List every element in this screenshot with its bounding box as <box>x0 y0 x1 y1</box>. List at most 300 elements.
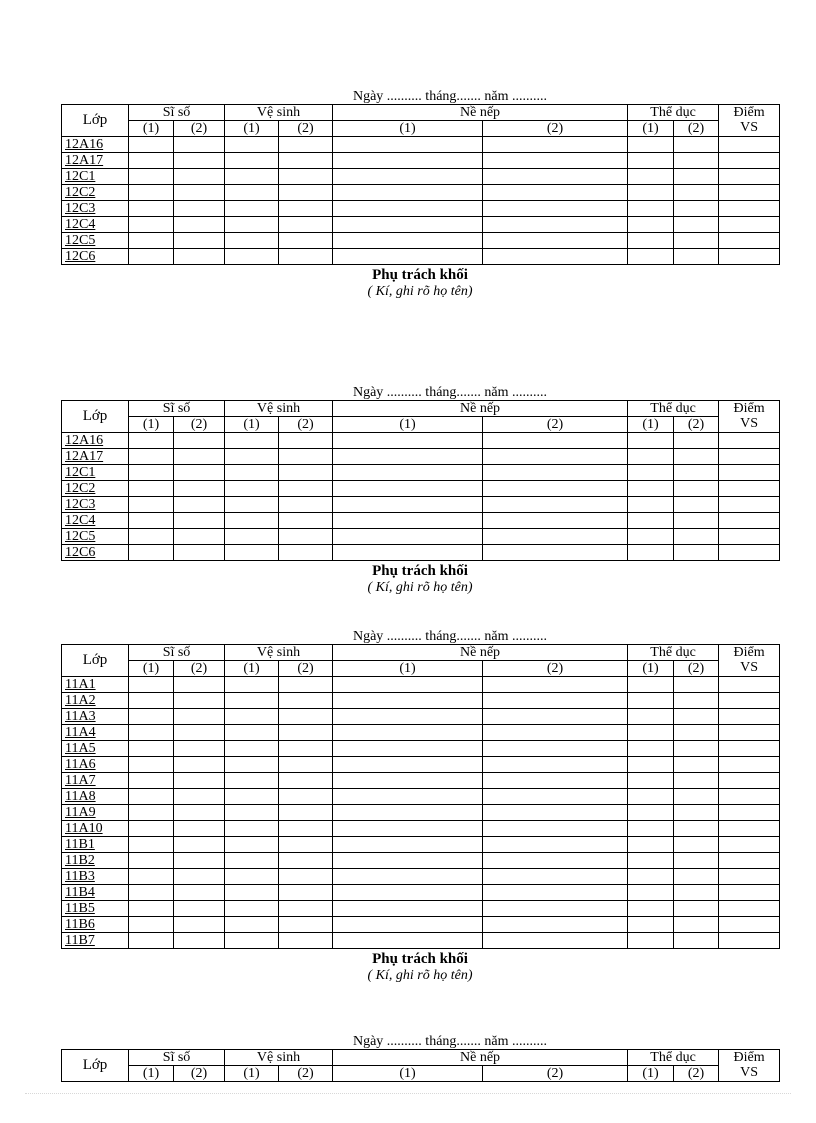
score-cell <box>333 217 483 233</box>
header-vs: VS <box>740 1064 758 1080</box>
score-cell <box>483 513 628 529</box>
score-cell <box>225 249 279 265</box>
sub-header-2: (2) <box>674 121 719 137</box>
score-cell <box>719 433 780 449</box>
score-cell <box>279 709 333 725</box>
score-cell <box>483 481 628 497</box>
table-row <box>62 869 780 885</box>
class-table <box>61 400 780 561</box>
score-cell <box>333 869 483 885</box>
score-cell <box>628 449 674 465</box>
class-name-cell: 12C3 <box>62 497 129 513</box>
score-cell <box>628 137 674 153</box>
score-cell <box>719 853 780 869</box>
score-cell <box>483 465 628 481</box>
table-row <box>62 933 780 949</box>
score-cell <box>628 497 674 513</box>
score-cell <box>279 869 333 885</box>
class-name-cell: 11A6 <box>62 757 129 773</box>
score-cell <box>129 837 174 853</box>
score-cell <box>225 497 279 513</box>
header-vs: VS <box>740 415 758 431</box>
score-cell <box>279 853 333 869</box>
score-cell <box>174 757 225 773</box>
header-row-sub <box>62 121 780 137</box>
score-cell <box>174 853 225 869</box>
score-cell <box>719 169 780 185</box>
score-cell <box>279 805 333 821</box>
score-cell <box>333 233 483 249</box>
score-cell <box>674 821 719 837</box>
score-cell <box>279 773 333 789</box>
score-cell <box>719 757 780 773</box>
score-cell <box>628 789 674 805</box>
sub-header-1: (1) <box>225 417 279 433</box>
class-name-cell: 12C4 <box>62 513 129 529</box>
class-name-cell: 11B4 <box>62 885 129 901</box>
signature-block <box>61 267 779 300</box>
score-cell <box>628 677 674 693</box>
score-cell <box>279 837 333 853</box>
score-cell <box>483 933 628 949</box>
score-cell <box>628 757 674 773</box>
score-cell <box>129 233 174 249</box>
sub-header-2: (2) <box>483 1066 628 1082</box>
class-name-cell: 12C6 <box>62 545 129 561</box>
table-row <box>62 853 780 869</box>
sub-header-1: (1) <box>225 661 279 677</box>
header-diem-vs <box>719 645 780 677</box>
score-cell <box>129 741 174 757</box>
score-cell <box>333 137 483 153</box>
score-cell <box>279 513 333 529</box>
score-cell <box>174 933 225 949</box>
score-cell <box>483 233 628 249</box>
score-cell <box>279 933 333 949</box>
score-cell <box>129 513 174 529</box>
date-line: Ngày .......... tháng....... năm .......... <box>352 1034 548 1049</box>
sub-header-2: (2) <box>483 661 628 677</box>
score-cell <box>674 709 719 725</box>
score-cell <box>129 917 174 933</box>
sub-header-2: (2) <box>674 417 719 433</box>
score-cell <box>225 529 279 545</box>
class-name-cell: 12C2 <box>62 185 129 201</box>
score-cell <box>279 137 333 153</box>
table-row <box>62 741 780 757</box>
header-lop: Lớp <box>62 1050 129 1082</box>
score-cell <box>674 465 719 481</box>
signature-title: Phụ trách khối <box>372 267 468 283</box>
table-row <box>62 433 780 449</box>
table-row <box>62 757 780 773</box>
score-cell <box>174 917 225 933</box>
score-cell <box>225 677 279 693</box>
score-cell <box>674 741 719 757</box>
table-row <box>62 497 780 513</box>
score-cell <box>333 725 483 741</box>
score-cell <box>225 481 279 497</box>
score-cell <box>719 789 780 805</box>
score-cell <box>719 677 780 693</box>
score-cell <box>225 137 279 153</box>
score-cell <box>279 901 333 917</box>
score-cell <box>129 901 174 917</box>
score-cell <box>628 185 674 201</box>
header-the-duc: Thể dục <box>628 1050 719 1066</box>
score-cell <box>129 137 174 153</box>
score-cell <box>174 169 225 185</box>
score-cell <box>483 529 628 545</box>
score-cell <box>674 773 719 789</box>
score-cell <box>483 853 628 869</box>
score-cell <box>225 773 279 789</box>
score-cell <box>129 249 174 265</box>
score-cell <box>174 153 225 169</box>
score-cell <box>174 725 225 741</box>
score-cell <box>719 497 780 513</box>
class-name-cell: 12C4 <box>62 217 129 233</box>
score-cell <box>333 545 483 561</box>
header-ne-nep: Nề nếp <box>333 401 628 417</box>
score-cell <box>333 741 483 757</box>
header-ve-sinh: Vệ sinh <box>225 105 333 121</box>
header-row-main <box>62 401 780 417</box>
class-name-cell: 11B2 <box>62 853 129 869</box>
score-cell <box>174 773 225 789</box>
signature-block <box>61 563 779 596</box>
sub-header-1: (1) <box>225 1066 279 1082</box>
class-name-cell: 12A16 <box>62 433 129 449</box>
score-cell <box>225 217 279 233</box>
class-name-cell: 12C5 <box>62 529 129 545</box>
score-cell <box>279 433 333 449</box>
header-si-so: Sĩ số <box>129 1050 225 1066</box>
score-cell <box>279 693 333 709</box>
attendance-form-partial <box>61 1034 779 1082</box>
score-cell <box>674 481 719 497</box>
sub-header-1: (1) <box>129 1066 174 1082</box>
score-cell <box>225 709 279 725</box>
score-cell <box>129 821 174 837</box>
table-row <box>62 677 780 693</box>
score-cell <box>333 449 483 465</box>
score-cell <box>333 789 483 805</box>
score-cell <box>483 821 628 837</box>
score-cell <box>719 249 780 265</box>
score-cell <box>483 901 628 917</box>
sub-header-1: (1) <box>129 417 174 433</box>
attendance-form-12-second <box>61 385 779 596</box>
score-cell <box>129 545 174 561</box>
score-cell <box>483 725 628 741</box>
score-cell <box>174 677 225 693</box>
score-cell <box>129 217 174 233</box>
score-cell <box>174 805 225 821</box>
score-cell <box>174 869 225 885</box>
score-cell <box>225 741 279 757</box>
score-cell <box>628 465 674 481</box>
score-cell <box>628 233 674 249</box>
score-cell <box>225 885 279 901</box>
class-name-cell: 11A8 <box>62 789 129 805</box>
table-row <box>62 805 780 821</box>
score-cell <box>174 185 225 201</box>
score-cell <box>279 449 333 465</box>
sub-header-2: (2) <box>174 121 225 137</box>
score-cell <box>483 545 628 561</box>
score-cell <box>674 153 719 169</box>
score-cell <box>719 185 780 201</box>
score-cell <box>174 201 225 217</box>
score-cell <box>483 249 628 265</box>
class-name-cell: 11B1 <box>62 837 129 853</box>
score-cell <box>174 249 225 265</box>
score-cell <box>333 513 483 529</box>
table-row <box>62 249 780 265</box>
table-row <box>62 773 780 789</box>
score-cell <box>628 217 674 233</box>
class-name-cell: 11A10 <box>62 821 129 837</box>
page-footer-divider <box>25 1093 791 1094</box>
score-cell <box>225 169 279 185</box>
score-cell <box>333 693 483 709</box>
table-row <box>62 513 780 529</box>
score-cell <box>628 725 674 741</box>
score-cell <box>129 885 174 901</box>
score-cell <box>174 449 225 465</box>
score-cell <box>174 465 225 481</box>
sub-header-2: (2) <box>483 121 628 137</box>
score-cell <box>279 917 333 933</box>
table-row <box>62 837 780 853</box>
score-cell <box>279 789 333 805</box>
score-cell <box>719 233 780 249</box>
score-cell <box>333 837 483 853</box>
score-cell <box>279 757 333 773</box>
score-cell <box>674 677 719 693</box>
score-cell <box>129 773 174 789</box>
score-cell <box>333 821 483 837</box>
header-row-sub <box>62 661 780 677</box>
class-name-cell: 12A17 <box>62 449 129 465</box>
table-row <box>62 465 780 481</box>
score-cell <box>719 153 780 169</box>
sub-header-1: (1) <box>129 121 174 137</box>
sub-header-2: (2) <box>174 417 225 433</box>
score-cell <box>279 169 333 185</box>
header-diem: Điểm <box>733 644 765 660</box>
score-cell <box>483 677 628 693</box>
header-ne-nep: Nề nếp <box>333 645 628 661</box>
class-name-cell: 11B6 <box>62 917 129 933</box>
score-cell <box>628 201 674 217</box>
score-cell <box>129 497 174 513</box>
class-name-cell: 11B5 <box>62 901 129 917</box>
score-cell <box>628 885 674 901</box>
score-cell <box>129 869 174 885</box>
score-cell <box>628 433 674 449</box>
score-cell <box>129 153 174 169</box>
class-name-cell: 12C1 <box>62 465 129 481</box>
score-cell <box>174 837 225 853</box>
score-cell <box>279 821 333 837</box>
score-cell <box>225 853 279 869</box>
score-cell <box>674 201 719 217</box>
score-cell <box>483 497 628 513</box>
score-cell <box>129 933 174 949</box>
score-cell <box>719 805 780 821</box>
class-table <box>61 1049 780 1082</box>
score-cell <box>129 449 174 465</box>
score-cell <box>628 837 674 853</box>
score-cell <box>674 869 719 885</box>
class-name-cell: 12A17 <box>62 153 129 169</box>
score-cell <box>674 933 719 949</box>
header-row-main <box>62 645 780 661</box>
sub-header-1: (1) <box>628 1066 674 1082</box>
score-cell <box>628 513 674 529</box>
score-cell <box>129 677 174 693</box>
score-cell <box>174 529 225 545</box>
score-cell <box>333 201 483 217</box>
header-the-duc: Thể dục <box>628 401 719 417</box>
table-row <box>62 529 780 545</box>
score-cell <box>483 789 628 805</box>
score-cell <box>174 433 225 449</box>
score-cell <box>129 757 174 773</box>
score-cell <box>333 169 483 185</box>
score-cell <box>129 725 174 741</box>
score-cell <box>333 529 483 545</box>
score-cell <box>674 757 719 773</box>
score-cell <box>225 805 279 821</box>
sub-header-1: (1) <box>628 417 674 433</box>
score-cell <box>674 789 719 805</box>
score-cell <box>225 789 279 805</box>
header-ne-nep: Nề nếp <box>333 1050 628 1066</box>
score-cell <box>333 933 483 949</box>
signature-block <box>61 951 779 984</box>
score-cell <box>225 837 279 853</box>
score-cell <box>279 545 333 561</box>
score-cell <box>129 853 174 869</box>
score-cell <box>174 901 225 917</box>
score-cell <box>628 741 674 757</box>
score-cell <box>174 821 225 837</box>
header-ne-nep: Nề nếp <box>333 105 628 121</box>
score-cell <box>129 433 174 449</box>
score-cell <box>225 153 279 169</box>
score-cell <box>674 901 719 917</box>
score-cell <box>719 545 780 561</box>
score-cell <box>674 885 719 901</box>
score-cell <box>628 805 674 821</box>
sub-header-2: (2) <box>279 1066 333 1082</box>
header-diem-vs <box>719 401 780 433</box>
score-cell <box>483 433 628 449</box>
score-cell <box>279 741 333 757</box>
score-cell <box>674 449 719 465</box>
score-cell <box>174 497 225 513</box>
score-cell <box>483 837 628 853</box>
score-cell <box>674 217 719 233</box>
score-cell <box>333 249 483 265</box>
score-cell <box>129 465 174 481</box>
sub-header-2: (2) <box>279 417 333 433</box>
header-vs: VS <box>740 119 758 135</box>
header-the-duc: Thể dục <box>628 105 719 121</box>
score-cell <box>483 885 628 901</box>
score-cell <box>628 169 674 185</box>
sub-header-2: (2) <box>279 661 333 677</box>
score-cell <box>483 773 628 789</box>
score-cell <box>674 497 719 513</box>
score-cell <box>628 869 674 885</box>
score-cell <box>674 137 719 153</box>
attendance-form-12-first <box>61 89 779 300</box>
score-cell <box>483 869 628 885</box>
score-cell <box>129 201 174 217</box>
score-cell <box>225 757 279 773</box>
score-cell <box>174 137 225 153</box>
score-cell <box>483 693 628 709</box>
score-cell <box>719 513 780 529</box>
class-name-cell: 12C2 <box>62 481 129 497</box>
signature-note: ( Kí, ghi rõ họ tên) <box>367 580 473 595</box>
score-cell <box>483 137 628 153</box>
table-row <box>62 217 780 233</box>
score-cell <box>129 169 174 185</box>
table-row <box>62 901 780 917</box>
table-row <box>62 153 780 169</box>
score-cell <box>333 917 483 933</box>
score-cell <box>483 805 628 821</box>
score-cell <box>279 465 333 481</box>
header-si-so: Sĩ số <box>129 645 225 661</box>
score-cell <box>719 885 780 901</box>
score-cell <box>129 185 174 201</box>
date-line: Ngày .......... tháng....... năm .......... <box>352 89 548 104</box>
class-table <box>61 104 780 265</box>
score-cell <box>333 757 483 773</box>
score-cell <box>129 805 174 821</box>
score-cell <box>674 185 719 201</box>
header-si-so: Sĩ số <box>129 401 225 417</box>
score-cell <box>719 901 780 917</box>
header-diem-vs <box>719 1050 780 1082</box>
signature-note: ( Kí, ghi rõ họ tên) <box>367 284 473 299</box>
score-cell <box>333 677 483 693</box>
sub-header-2: (2) <box>674 1066 719 1082</box>
header-vs: VS <box>740 659 758 675</box>
header-the-duc: Thể dục <box>628 645 719 661</box>
class-name-cell: 11A9 <box>62 805 129 821</box>
score-cell <box>719 529 780 545</box>
sub-header-2: (2) <box>279 121 333 137</box>
score-cell <box>483 917 628 933</box>
score-cell <box>628 917 674 933</box>
sub-header-1: (1) <box>628 661 674 677</box>
score-cell <box>174 741 225 757</box>
score-cell <box>279 677 333 693</box>
score-cell <box>483 741 628 757</box>
score-cell <box>174 885 225 901</box>
score-cell <box>174 481 225 497</box>
header-diem: Điểm <box>733 104 765 120</box>
sub-header-1: (1) <box>129 661 174 677</box>
score-cell <box>719 217 780 233</box>
